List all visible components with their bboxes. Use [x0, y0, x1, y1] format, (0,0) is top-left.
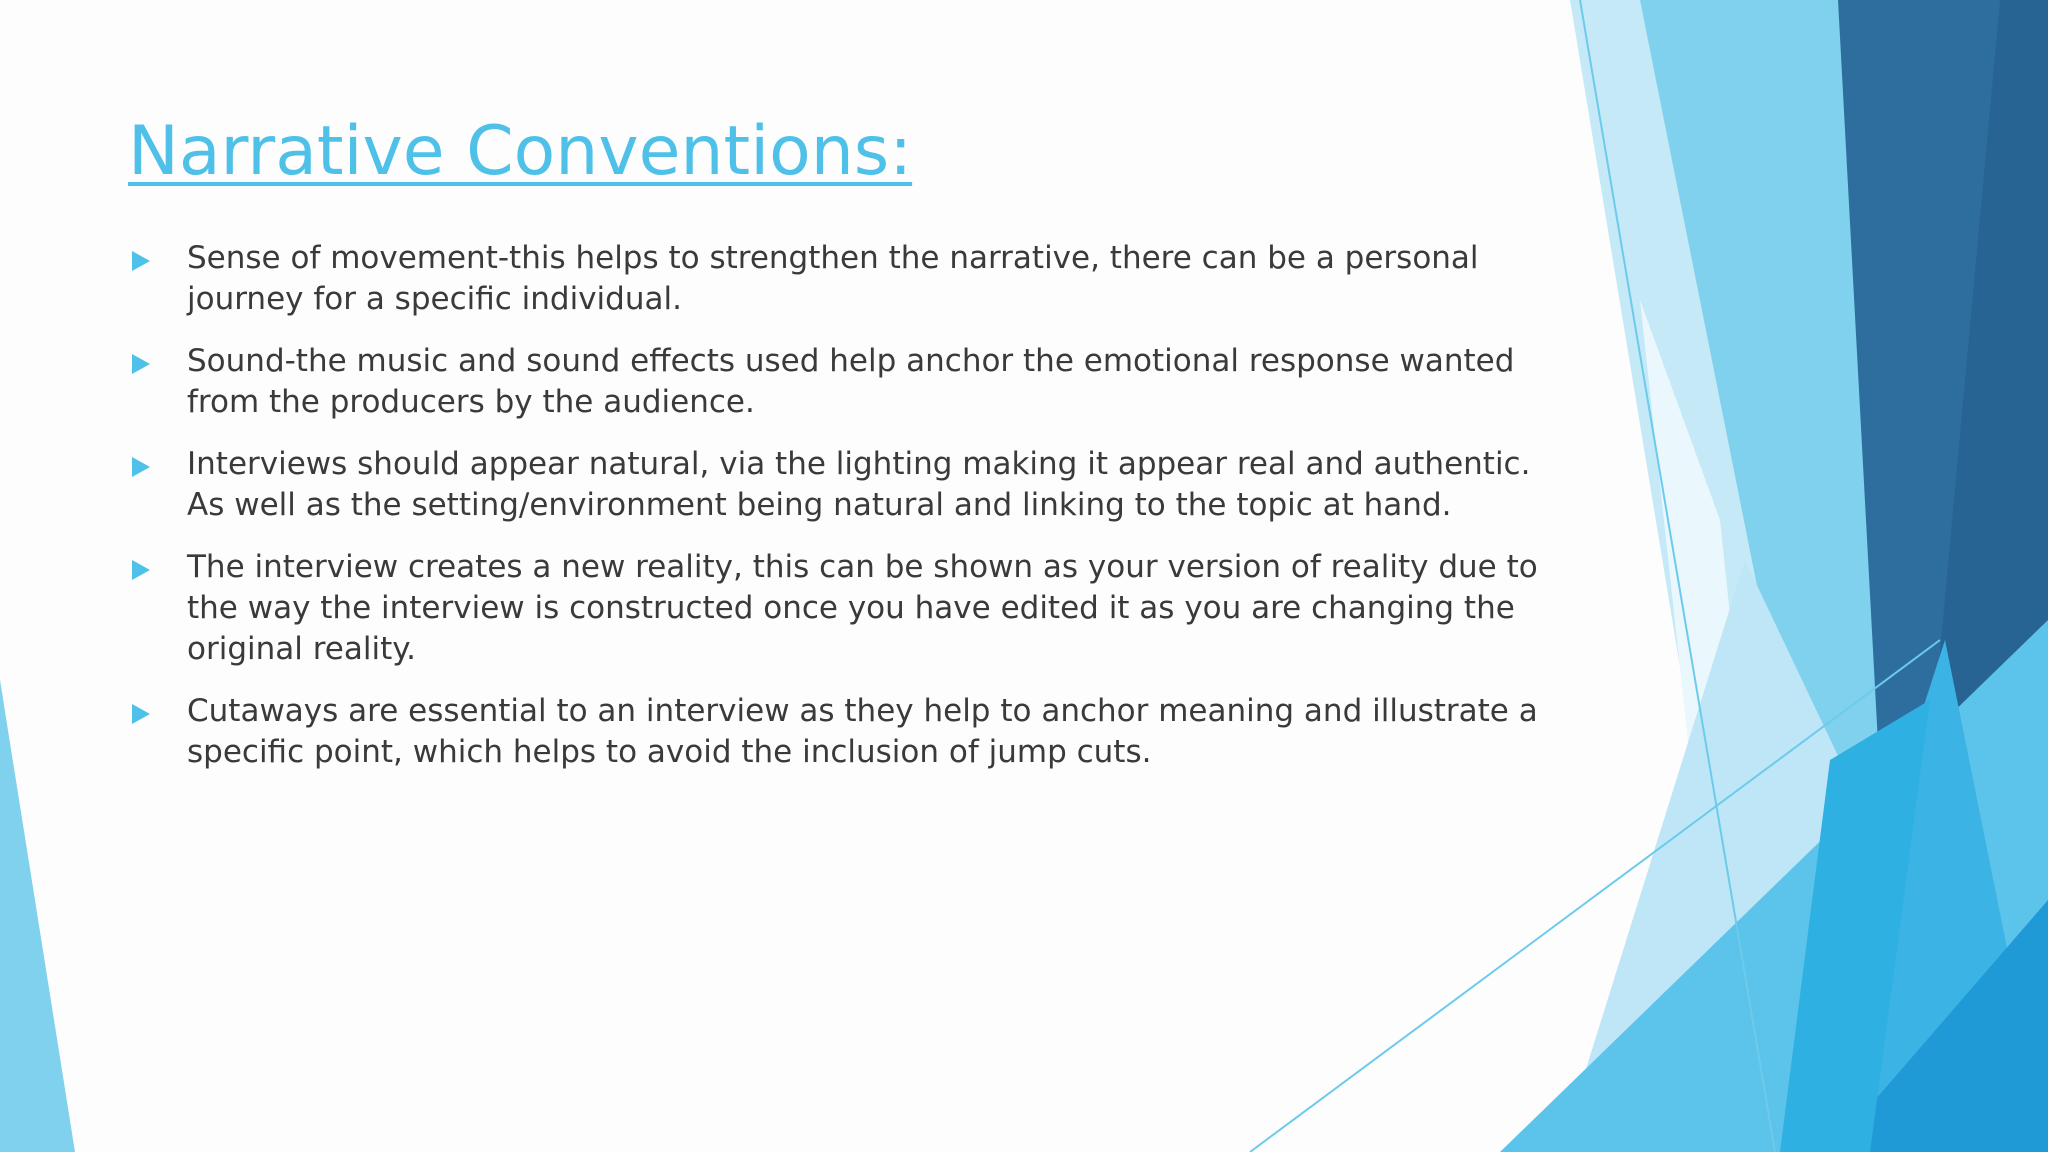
- triangle-right-icon: [132, 704, 150, 724]
- triangle-right-icon: [132, 457, 150, 477]
- bullet-text: The interview creates a new reality, this can be shown as your version of reality due to the way the interview is constructed once you have edited it as you are changing the original reality.: [187, 549, 1538, 667]
- bullet-text: Sound-the music and sound effects used help anchor the emotional response wanted from the producers by the audience.: [187, 343, 1515, 420]
- triangle-right-icon: [132, 560, 150, 580]
- bullet-item: [128, 341, 1548, 423]
- triangle-right-icon: [132, 251, 150, 271]
- bullet-list: [128, 238, 1548, 794]
- triangle-right-icon: [132, 354, 150, 374]
- bullet-text: Cutaways are essential to an interview as they help to anchor meaning and illustrate a specific point, which helps to avoid the inclusion of jump cuts.: [187, 693, 1538, 770]
- bullet-item: [128, 691, 1548, 773]
- bullet-item: [128, 547, 1548, 670]
- bullet-text: Interviews should appear natural, via the lighting making it appear real and authentic. As well as the setting/environment being natural and linking to the topic at hand.: [187, 446, 1531, 523]
- left-edge-shape: [0, 680, 75, 1152]
- bullet-item: [128, 238, 1548, 320]
- bullet-text: Sense of movement-this helps to strengthen the narrative, there can be a personal journey for a specific individual.: [187, 240, 1479, 317]
- slide-title: Narrative Conventions:: [128, 112, 913, 191]
- bullet-item: [128, 444, 1548, 526]
